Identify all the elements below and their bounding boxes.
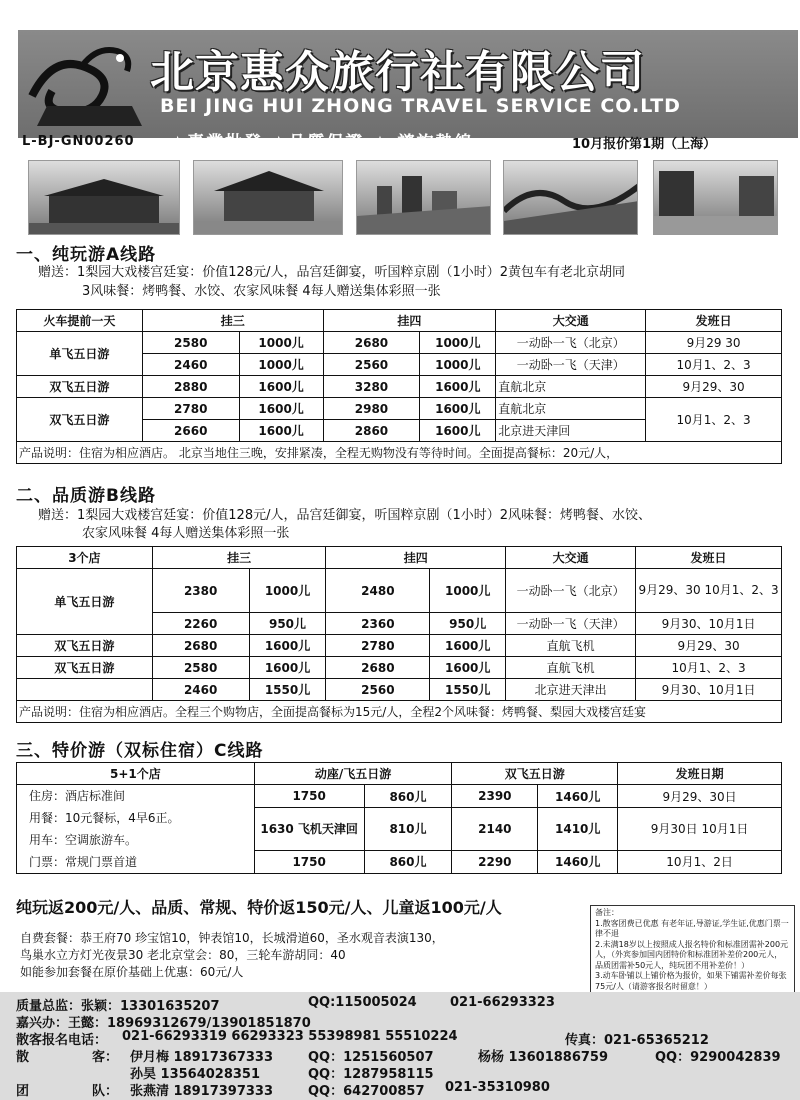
child-price-cell: 1000儿 — [420, 332, 496, 354]
child-price-cell: 950儿 — [430, 613, 506, 635]
child-price-cell: 1600儿 — [430, 657, 506, 679]
price-cell: 2560 — [326, 679, 430, 701]
contact-1-qq: QQ：1251560507 — [308, 1050, 434, 1065]
company-subtitle: BEI JING HUI ZHONG TRAVEL SERVICE CO.LTD — [160, 95, 681, 117]
date-cell: 9月30日 10月1日 — [618, 808, 782, 850]
header-cell: 火车提前一天 — [17, 310, 143, 332]
transport-cell: 直航北京 — [496, 376, 646, 398]
extra-line: 鸟巢水立方灯光夜景30 老北京堂会：80，三轮车游胡同：40 — [20, 948, 346, 962]
date-cell: 9月29 30 — [646, 332, 782, 354]
price-cell: 2880 — [142, 376, 239, 398]
table-header — [17, 547, 782, 569]
wall-icon — [504, 161, 638, 235]
child-price-cell: 810儿 — [364, 808, 452, 850]
product-description: 产品说明：住宿为相应酒店。全程三个购物店，全面提高餐标为15元/人，全程2个风味餐：烤鸭餐、梨园大戏楼宫廷宴 — [17, 701, 782, 723]
child-price-cell: 860儿 — [364, 785, 452, 808]
table-row — [17, 569, 782, 613]
price-cell: 1750 — [254, 850, 364, 873]
great-wall-photo — [503, 160, 638, 235]
individual-label-2: 客： — [92, 1050, 119, 1065]
child-price-cell: 1000儿 — [430, 569, 506, 613]
price-cell: 1630 飞机天津回 — [254, 808, 364, 850]
price-cell: 1750 — [254, 785, 364, 808]
fax: 传真：021-65365212 — [565, 1033, 709, 1048]
transport-cell: 直航北京 — [496, 398, 646, 420]
tour-name: 双飞五日游 — [17, 376, 143, 398]
date-cell: 10月1、2日 — [618, 850, 782, 873]
individual-label: 散 — [16, 1050, 30, 1065]
contact-3: 孙昊 13564028351 — [130, 1067, 261, 1082]
date-cell: 10月1、2、3 — [646, 398, 782, 442]
info-line: 住房：酒店标准间 — [29, 789, 126, 803]
info-line: 用餐：10元餐标，4早6正。 — [29, 811, 180, 825]
child-price-cell: 1410儿 — [538, 808, 618, 850]
price-cell: 2460 — [142, 354, 239, 376]
section-c-title: 三、特价游（双标住宿）C线路 — [16, 741, 264, 761]
contact-2: 杨杨 13601886759 — [478, 1050, 609, 1065]
date-cell: 9月29、30 — [646, 376, 782, 398]
child-price-cell: 860儿 — [364, 850, 452, 873]
tour-name: 单飞五日游 — [17, 569, 153, 635]
child-price-cell: 1600儿 — [420, 376, 496, 398]
table-row — [17, 398, 782, 420]
section-a-title: 一、纯玩游A线路 — [16, 245, 157, 265]
child-price-cell: 1000儿 — [420, 354, 496, 376]
contact-3-qq: QQ：1287958115 — [308, 1067, 434, 1082]
price-cell: 2780 — [142, 398, 239, 420]
service-info — [17, 785, 255, 874]
child-price-cell: 1550儿 — [430, 679, 506, 701]
header — [0, 0, 800, 160]
section-b-gift-1: 赠送：1梨园大戏楼宫廷宴：价值128元/人，品宫廷御宴，听国粹京剧（1小时）2风味餐：烤鸭餐、水饺、 — [38, 508, 652, 523]
footer — [0, 992, 800, 1100]
price-cell: 2980 — [323, 398, 420, 420]
header-cell: 5+1个店 — [17, 763, 255, 785]
section-b-title: 二、品质游B线路 — [16, 486, 156, 506]
price-cell: 2360 — [326, 613, 430, 635]
desc-row — [17, 701, 782, 723]
price-cell: 2460 — [152, 679, 249, 701]
water-town-photo — [653, 160, 778, 235]
info-line: 门票：常规门票首道 — [29, 855, 138, 869]
jiaxing-office: 嘉兴办：王懿：18969312679/13901851870 — [16, 1016, 311, 1031]
date-cell: 9月30、10月1日 — [636, 613, 782, 635]
price-cell: 2580 — [152, 657, 249, 679]
extra-line: 如能参加套餐在原价基础上优惠：60元/人 — [20, 965, 244, 979]
price-cell: 2660 — [142, 420, 239, 442]
child-price-cell: 1000儿 — [249, 569, 326, 613]
signup-label: 散客报名电话： — [16, 1033, 108, 1048]
child-price-cell: 1600儿 — [239, 398, 323, 420]
header-cell: 挂四 — [326, 547, 506, 569]
palace-photo — [193, 160, 343, 235]
section-b-gift-2: 农家风味餐 4每人赠送集体彩照一张 — [82, 526, 290, 541]
price-cell: 2140 — [452, 808, 538, 850]
section-a-table — [16, 309, 782, 464]
header-cell: 发班日 — [646, 310, 782, 332]
desc-row — [17, 442, 782, 464]
header-cell: 双飞五日游 — [452, 763, 618, 785]
table-row — [17, 657, 782, 679]
tour-name: 双飞五日游 — [17, 635, 153, 657]
header-cell: 挂三 — [142, 310, 323, 332]
transport-cell: 北京进天津出 — [506, 679, 636, 701]
skyline-icon — [357, 161, 491, 235]
tour-name: 单飞五日游 — [17, 332, 143, 376]
section-a-gift-1: 赠送：1梨园大戏楼宫廷宴：价值128元/人，品宫廷御宴，听国粹京剧（1小时）2黄包车有老北京胡同 — [38, 265, 626, 280]
date-cell: 9月29、30日 — [618, 785, 782, 808]
header-cell: 大交通 — [506, 547, 636, 569]
tour-name — [17, 679, 153, 701]
transport-cell: 北京进天津回 — [496, 420, 646, 442]
child-price-cell: 1000儿 — [239, 332, 323, 354]
table-row — [17, 332, 782, 354]
child-price-cell: 1600儿 — [249, 635, 326, 657]
rebate-text: 纯玩返200元/人、品质、常规、特价返150元/人、儿童返100元/人 — [16, 898, 502, 917]
canal-icon — [654, 161, 778, 235]
price-cell: 2680 — [326, 657, 430, 679]
extra-line: 自费套餐：恭王府70 珍宝馆10，钟表馆10，长城滑道60，圣水观音表演130， — [20, 931, 444, 945]
price-cell: 2680 — [152, 635, 249, 657]
child-price-cell: 1600儿 — [430, 635, 506, 657]
child-price-cell: 950儿 — [249, 613, 326, 635]
transport-cell: 一动卧一飞（天津） — [506, 613, 636, 635]
date-cell: 10月1、2、3 — [636, 657, 782, 679]
company-title: 北京惠众旅行社有限公司 — [150, 47, 645, 98]
child-price-cell: 1000儿 — [239, 354, 323, 376]
price-cell: 2780 — [326, 635, 430, 657]
date-cell: 9月29、30 10月1、2、3 — [636, 569, 782, 613]
transport-cell: 一动卧一飞（北京） — [506, 569, 636, 613]
tour-name: 双飞五日游 — [17, 657, 153, 679]
transport-cell: 直航飞机 — [506, 635, 636, 657]
group-contact-tel: 021-35310980 — [445, 1080, 550, 1095]
child-price-cell: 1600儿 — [420, 398, 496, 420]
license-code: L-BJ-GN00260 — [22, 134, 135, 149]
remarks-box — [590, 905, 795, 1000]
price-cell: 2290 — [452, 850, 538, 873]
table-row — [17, 376, 782, 398]
remark-line: 3.动车卧铺以上铺价格为报价，如果下铺需补差价每张75元/人（请游客报名时留意！） — [595, 971, 787, 991]
product-description: 产品说明：住宿为相应酒店。 北京当地住三晚，安排紧凑，全程无购物没有等待时间。全面提高餐标：20元/人， — [17, 442, 782, 464]
header-cell: 发班日期 — [618, 763, 782, 785]
transport-cell: 一动卧一飞（天津） — [496, 354, 646, 376]
date-cell: 9月29、30 — [636, 635, 782, 657]
price-cell: 2580 — [142, 332, 239, 354]
palace-icon — [194, 161, 343, 235]
info-line: 用车：空调旅游车。 — [29, 833, 138, 847]
price-cell: 2860 — [323, 420, 420, 442]
tour-name: 双飞五日游 — [17, 398, 143, 442]
price-cell: 2480 — [326, 569, 430, 613]
slogan: ★專業批發 ★品質保證 ★ 諮詢熱線 — [170, 133, 474, 153]
group-contact-qq: QQ：642700857 — [308, 1084, 425, 1099]
remark-line: 备注： — [595, 908, 619, 917]
remark-line: 1.散客团费已优惠 有老年证,导游证,学生证,优惠门票一律不退 — [595, 918, 789, 938]
child-price-cell: 1600儿 — [239, 420, 323, 442]
child-price-cell: 1600儿 — [249, 657, 326, 679]
header-cell: 挂四 — [323, 310, 496, 332]
table-row — [17, 635, 782, 657]
transport-cell: 直航飞机 — [506, 657, 636, 679]
section-b-table — [16, 546, 782, 723]
date-cell: 10月1、2、3 — [646, 354, 782, 376]
remark-line: 2.未满18岁以上按照成人报名特价和标准团需补200元人，（外宾参加国内团特价和标准团补差价200元人，品质团需补50元人，纯玩团不用补差价！） — [595, 939, 789, 970]
price-cell: 2680 — [323, 332, 420, 354]
table-row — [17, 679, 782, 701]
table-header — [17, 310, 782, 332]
child-price-cell: 1600儿 — [239, 376, 323, 398]
group-label-2: 队： — [92, 1084, 119, 1099]
table-header — [17, 763, 782, 785]
group-label: 团 — [16, 1084, 30, 1099]
child-price-cell: 1460儿 — [538, 785, 618, 808]
price-cell: 2560 — [323, 354, 420, 376]
header-cell: 3个店 — [17, 547, 153, 569]
transport-cell: 一动卧一飞（北京） — [496, 332, 646, 354]
issue-label: 10月报价第1期（上海） — [572, 137, 717, 152]
dragon-logo-icon — [22, 36, 152, 136]
header-cell: 大交通 — [496, 310, 646, 332]
header-cell: 动座/飞五日游 — [254, 763, 452, 785]
table-row — [17, 785, 782, 808]
child-price-cell: 1600儿 — [420, 420, 496, 442]
quality-director: 质量总监：张颖：13301635207 — [16, 999, 220, 1014]
price-cell: 2260 — [152, 613, 249, 635]
gate-icon — [29, 161, 180, 235]
price-cell: 2390 — [452, 785, 538, 808]
child-price-cell: 1550儿 — [249, 679, 326, 701]
photo-strip — [28, 160, 778, 235]
date-cell: 9月30、10月1日 — [636, 679, 782, 701]
signup-phones: 021-66293319 66293323 55398981 55510224 — [122, 1029, 458, 1044]
quality-director-tel: 021-66293323 — [450, 995, 555, 1010]
contact-1: 伊月梅 18917367333 — [130, 1050, 274, 1065]
section-a-gift-2: 3风味餐：烤鸭餐、水饺、农家风味餐 4每人赠送集体彩照一张 — [82, 284, 441, 299]
section-c-table — [16, 762, 782, 874]
child-price-cell: 1460儿 — [538, 850, 618, 873]
quality-director-qq: QQ:115005024 — [308, 995, 417, 1010]
city-photo — [356, 160, 491, 235]
group-contact: 张燕清 18917397333 — [130, 1084, 274, 1099]
contact-2-qq: QQ：9290042839 — [655, 1050, 781, 1065]
price-cell: 2380 — [152, 569, 249, 613]
price-cell: 3280 — [323, 376, 420, 398]
header-cell: 挂三 — [152, 547, 326, 569]
extras — [20, 930, 444, 981]
header-cell: 发班日 — [636, 547, 782, 569]
tiananmen-photo — [28, 160, 180, 235]
